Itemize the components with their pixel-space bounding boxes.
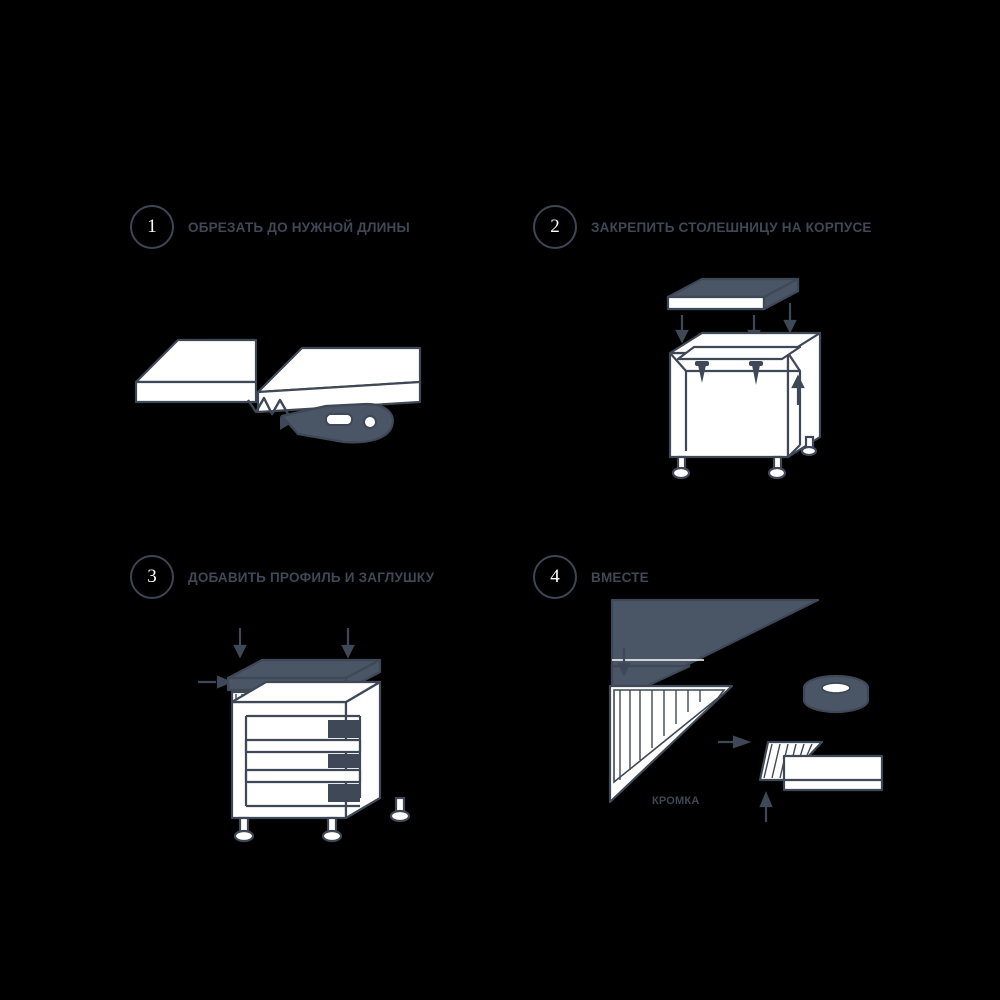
step-2-figure <box>650 275 870 490</box>
step-4-number: 4 <box>533 555 577 599</box>
step-1-number: 1 <box>130 205 174 249</box>
step-1-title: ОБРЕЗАТЬ ДО НУЖНОЙ ДЛИНЫ <box>188 219 410 235</box>
edge-band-roll <box>804 676 868 712</box>
step-3 <box>130 555 434 599</box>
lower-panel <box>610 686 732 802</box>
countertop-slab <box>668 279 798 309</box>
countertop-right <box>784 756 882 790</box>
step-2-title: ЗАКРЕПИТЬ СТОЛЕШНИЦУ НА КОРПУСЕ <box>591 219 872 235</box>
left-arrow <box>198 677 230 687</box>
step-2-header <box>533 205 872 249</box>
step-2-number: 2 <box>533 205 577 249</box>
shelf-shadow <box>328 720 360 802</box>
step-2 <box>533 205 872 249</box>
step-3-number: 3 <box>130 555 174 599</box>
step-3-header <box>130 555 434 599</box>
right-arrow <box>718 737 748 747</box>
step-1-header <box>130 205 410 249</box>
step-3-title: ДОБАВИТЬ ПРОФИЛЬ И ЗАГЛУШКУ <box>188 569 435 585</box>
step-3-figure <box>180 620 440 880</box>
up-arrow <box>761 794 771 822</box>
step-4-title: ВМЕСТЕ <box>591 569 649 585</box>
kromka-label: КРОМКА <box>652 795 700 807</box>
step-1 <box>130 205 410 249</box>
countertop-piece-left <box>136 340 256 402</box>
step-1-figure <box>130 320 450 460</box>
step-4-figure <box>600 590 890 840</box>
down-arrow <box>235 628 353 656</box>
